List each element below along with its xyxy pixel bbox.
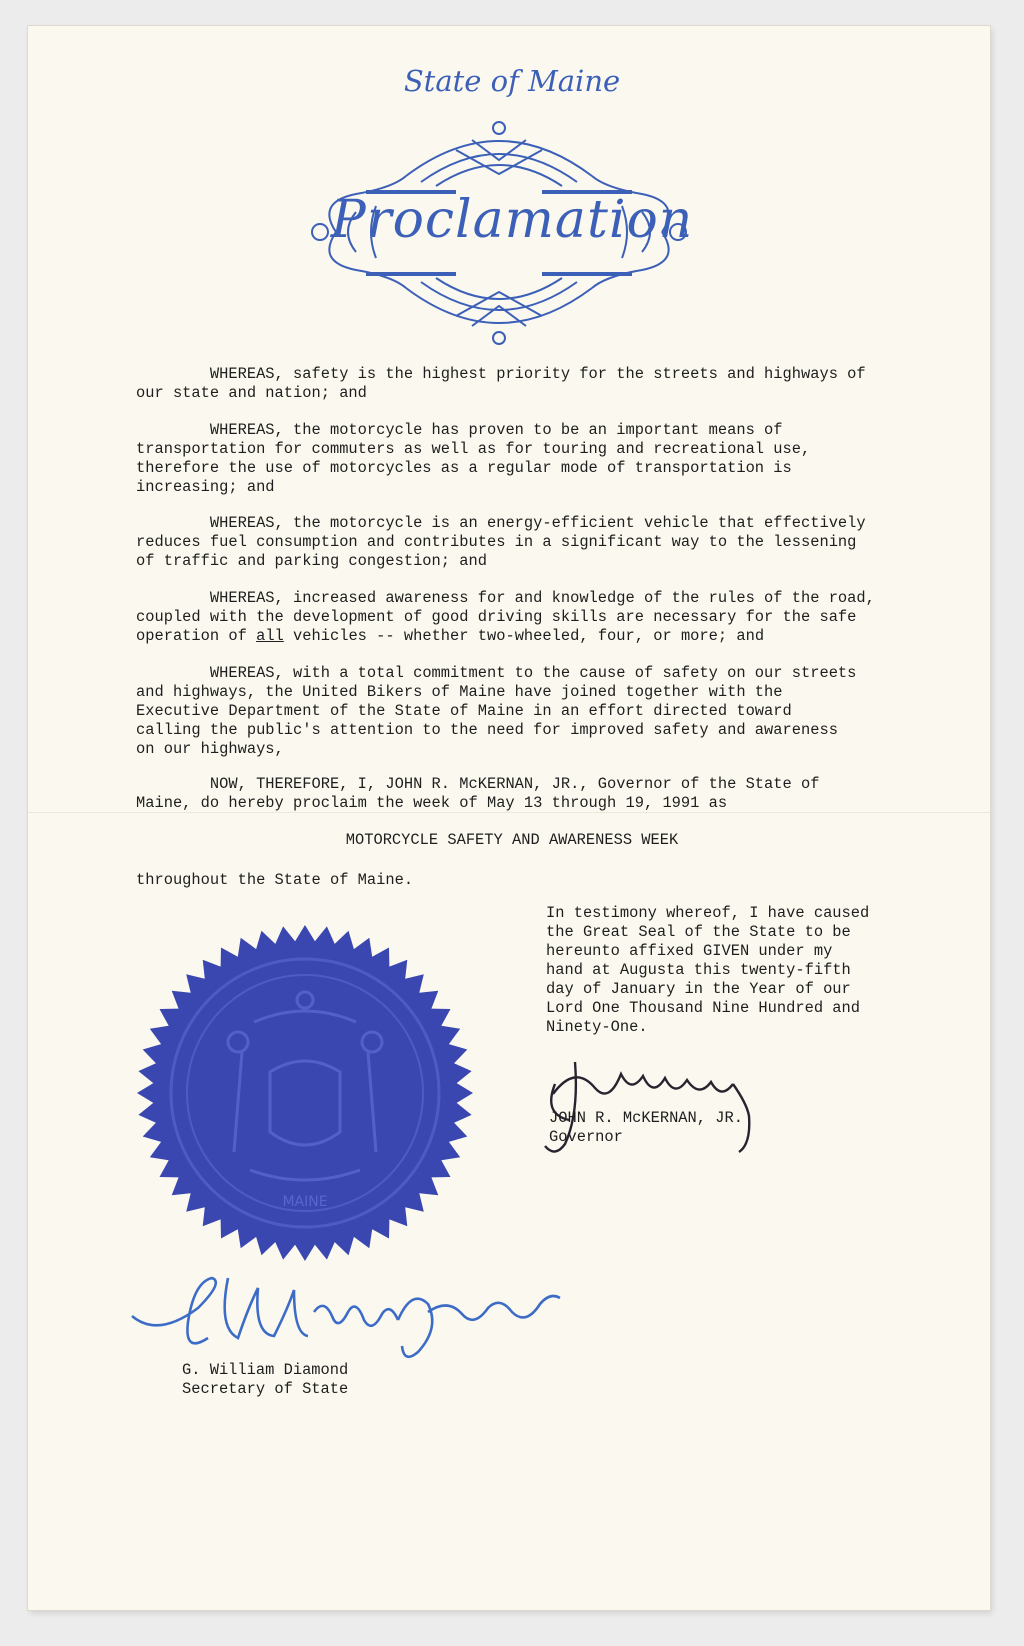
paragraph-line: on our highways, [136,740,284,758]
governor-name: JOHN R. McKERNAN, JR. [549,1109,743,1127]
paragraph-line-pre: operation of [136,627,257,645]
testimony-line: Ninety-One. [546,1018,648,1036]
testimony-line: the Great Seal of the State to be [546,923,851,941]
paragraph-line: calling the public's attention to the need for improved safety and awareness [136,721,838,739]
paragraph-line: WHEREAS, with a total commitment to the cause of safety on our streets [209,664,857,682]
secretary-title: Secretary of State [182,1380,349,1398]
secretary-block [182,1361,482,1399]
testimony-line: day of January in the Year of our [546,980,851,998]
secretary-signature [128,1268,564,1364]
paragraph-line: WHEREAS, safety is the highest priority for the streets and highways of [209,365,866,383]
testimony-line: hereunto affixed GIVEN under my [546,942,833,960]
paragraph-line: coupled with the development of good driving skills are necessary for the safe [136,608,857,626]
great-seal-icon [134,922,476,1264]
paragraph-line: Maine, do hereby proclaim the week of May 13 through 19, 1991 as [136,794,728,812]
testimony-line: hand at Augusta this twenty-fifth [546,961,851,979]
proclamation-title: Proclamation [330,190,694,250]
seal-ring-text: MAINE [282,1194,328,1210]
paragraph-line: transportation for commuters as well as for touring and recreational use, [136,440,811,458]
state-heading: State of Maine [403,64,621,98]
whereas-paragraph-2 [136,421,896,497]
testimony-block [546,904,906,1037]
paragraph-line: WHEREAS, the motorcycle has proven to be an important means of [209,421,783,439]
whereas-paragraph-3 [136,514,896,571]
emphasized-word: all [256,627,284,645]
now-therefore-paragraph [136,775,896,813]
closing-line: throughout the State of Maine. [136,871,414,889]
paragraph-line: increasing; and [136,478,275,496]
week-title: MOTORCYCLE SAFETY AND AWARENESS WEEK [345,831,679,849]
paragraph-line: reduces fuel consumption and contributes in a significant way to the lessening [136,533,857,551]
secretary-name: G. William Diamond [182,1361,349,1379]
whereas-paragraph-4 [136,589,896,646]
paragraph-line: and highways, the United Bikers of Maine have joined together with the [136,683,783,701]
governor-block [549,1109,809,1147]
paragraph-line: NOW, THEREFORE, I, JOHN R. McKERNAN, JR., Governor of the State of [209,775,820,793]
paragraph-line: our state and nation; and [136,384,367,402]
paragraph-line: WHEREAS, the motorcycle is an energy-efficient vehicle that effectively [209,514,866,532]
paragraph-line: of traffic and parking congestion; and [136,552,487,570]
governor-title: Governor [549,1128,623,1146]
paragraph-line: therefore the use of motorcycles as a regular mode of transportation is [136,459,792,477]
testimony-line: Lord One Thousand Nine Hundred and [546,999,861,1017]
paragraph-line-post: vehicles -- whether two-wheeled, four, or more; and [283,627,765,645]
paragraph-line: Executive Department of the State of Maine in an effort directed toward [136,702,792,720]
testimony-line: In testimony whereof, I have caused [546,904,870,922]
whereas-paragraph-5 [136,664,896,759]
paragraph-line: WHEREAS, increased awareness for and knowledge of the rules of the road, [209,589,875,607]
whereas-paragraph-1 [136,365,896,403]
